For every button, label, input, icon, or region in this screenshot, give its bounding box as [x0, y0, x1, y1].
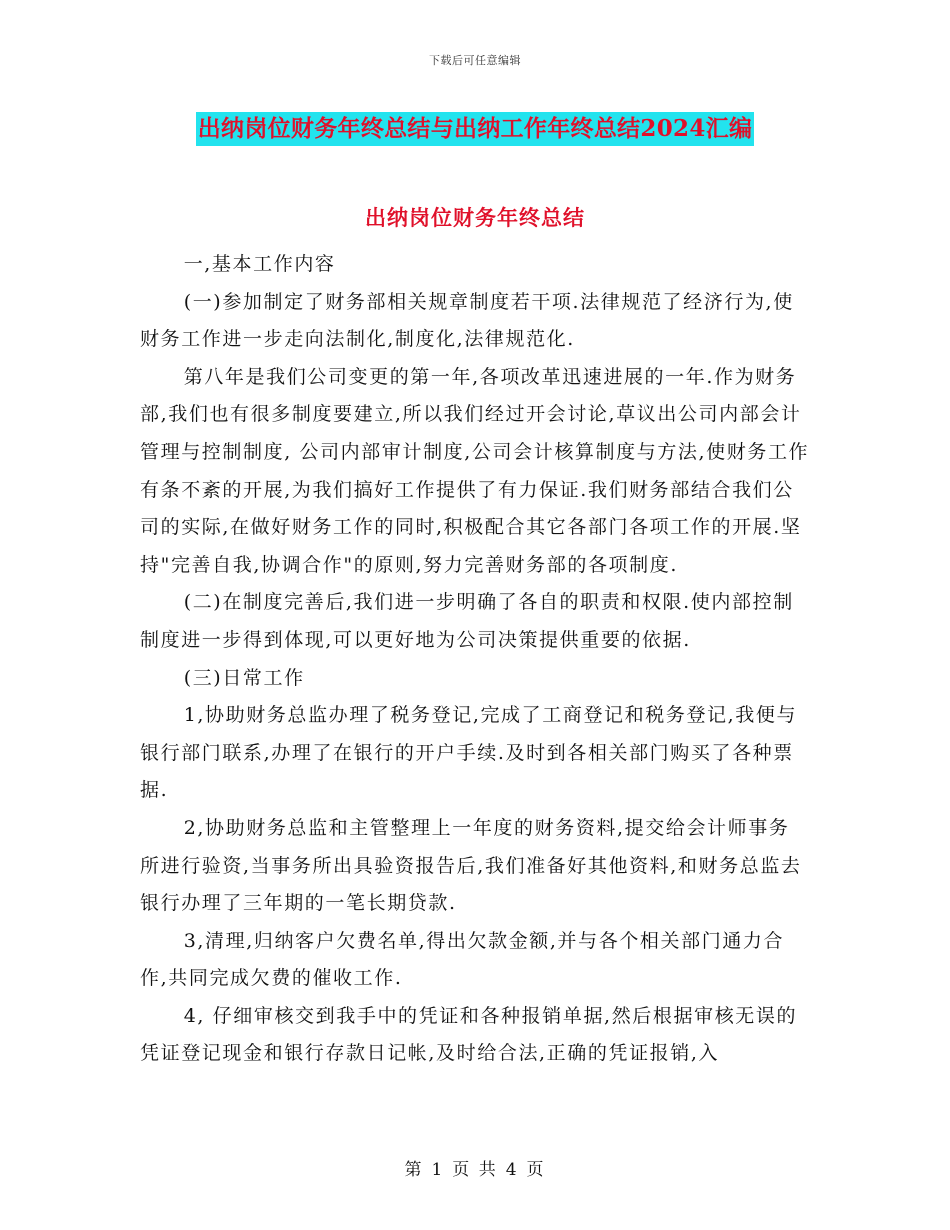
paragraph-item-2: (二)在制度完善后,我们进一步明确了各自的职责和权限.使内部控制制度进一步得到体现,可以更好地为公司决策提供重要的依据.	[140, 591, 794, 651]
page-footer	[0, 1155, 950, 1180]
paragraph-daily-1: 1,协助财务总监办理了税务登记,完成了工商登记和税务登记,我便与银行部门联系,办理了在银行的开户手续.及时到各相关部门购买了各种票据.	[140, 704, 798, 802]
page-label-suffix: 页	[526, 1160, 546, 1180]
paragraph-daily-3: 3,清理,归纳客户欠费名单,得出欠款金额,并与各个相关部门通力合作,共同完成欠费的催收工作.	[140, 929, 785, 990]
total-pages: 4	[505, 1160, 519, 1180]
section-title: 出纳岗位财务年终总结	[365, 205, 585, 230]
paragraph-basic-content-heading: 一,基本工作内容	[183, 253, 336, 275]
paragraph-daily-4: 4, 仔细审核交到我手中的凭证和各种报销单据,然后根据审核无误的凭证登记现金和银行存款日记帐,及时给合法,正确的凭证报销,入	[140, 1004, 798, 1065]
paragraph-daily-2: 2,协助财务总监和主管整理上一年度的财务资料,提交给会计师事务所进行验资,当事务所出具验资报告后,我们准备好其他资料,和财务总监去银行办理了三年期的一笔长期贷款.	[140, 816, 802, 915]
document-title: 出纳岗位财务年终总结与出纳工作年终总结2024汇编	[196, 112, 755, 146]
document-title-container	[0, 112, 950, 146]
page-label-prefix: 第	[404, 1160, 424, 1180]
document-body	[140, 246, 810, 1073]
paragraph-eighth-year: 第八年是我们公司变更的第一年,各项改革迅速进展的一年.作为财务部,我们也有很多制度要建立,所以我们经过开会讨论,草议出公司内部会计管理与控制制度, 公司内部审计制度,公司会计核算制度与方法,使财务工作有条不紊的开展,为我们搞好工作提供了有力保证.我们财务部结合我们公司的实际,在做好财务工作的同时,积极配合其它各部门各项工作的开展.坚持"完善自我,协调合作"的原则,努力完善财务部的各项制度.	[140, 365, 810, 576]
paragraph-daily-work-heading: (三)日常工作	[183, 666, 305, 689]
page-label-mid: 页 共	[452, 1160, 498, 1180]
paragraph-item-1: (一)参加制定了财务部相关规章制度若干项.法律规范了经济行为,使财务工作进一步走向法制化,制度化,法律规范化.	[140, 290, 794, 351]
header-note: 下载后可任意编辑	[429, 54, 521, 67]
page-number: 1	[431, 1160, 445, 1180]
